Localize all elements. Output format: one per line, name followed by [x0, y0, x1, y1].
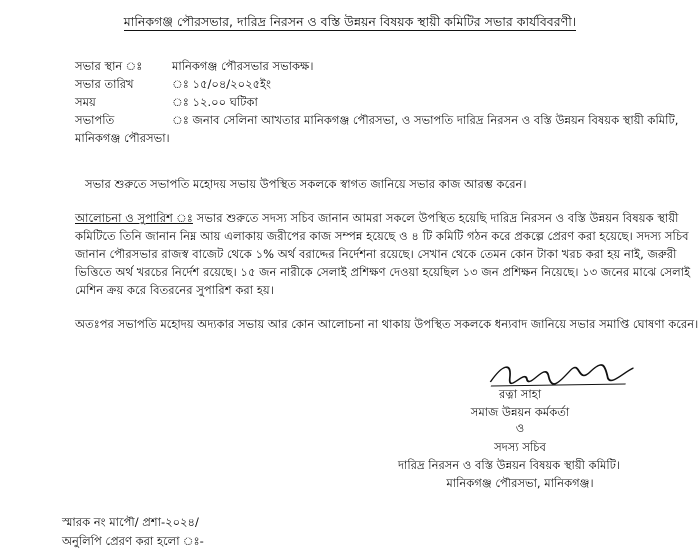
opening-paragraph: সভার শুরুতে সভাপতি মহোদয় সভায় উপস্থিত সকলকে স্বাগত জানিয়ে সভার কাজ আরম্ভ করেন। [85, 177, 527, 191]
document-title [0, 14, 700, 34]
chair-label: সভাপতি [75, 113, 115, 127]
signatory-name: রত্না সাহা [498, 387, 542, 401]
discussion-text-1: সভার শুরুতে সদস্য সচিব জানান আমরা সকলে উপস্থিত হয়েছি দারিদ্র নিরসন ও বস্তি উন্নয়ন বিষয়ক স্থায়ী [192, 211, 679, 225]
date-label: সভার তারিখ [75, 77, 134, 91]
chair-value-continued: মানিকগঞ্জ পৌরসভা। [75, 131, 170, 145]
discussion-line-3: জানান পৌরসভার রাজস্ব বাজেট থেকে ১% অর্থ বরাদ্দের নির্দেশনা রয়েছে। সেখান থেকে তেমন কোন টাকা খরচ করা হয় নাই, জরুরী [75, 247, 677, 261]
time-label: সময় [75, 95, 96, 109]
discussion-heading: আলোচনা ও সুপারিশ ঃ [75, 211, 193, 225]
memo-number: স্মারক নং মাপৌ/ প্রশা-২০২৪/ [62, 515, 199, 529]
signatory-role: সদস্য সচিব [494, 440, 546, 454]
time-value: ঃ ১২.০০ ঘটিকা [172, 95, 258, 109]
venue-label: সভার স্থান ঃ [75, 59, 143, 73]
chair-value: ঃ জনাব সেলিনা আখতার মানিকগঞ্জ পৌরসভা, ও সভাপতি দারিদ্র নিরসন ও বস্তি উন্নয়ন বিষয়ক স্থায়ী কমিটি, [172, 113, 679, 127]
signatory-and: ও [515, 421, 525, 435]
discussion-line-4: ভিত্তিতে অর্থ খরচের নির্দেশ রয়েছে। ১৫ জন নারীকে সেলাই প্রশিক্ষণ দেওয়া হয়েছিল ১৩ জন প্রশিক্ষন নিয়েছে। ১৩ জনের মাঝে সেলাই [75, 265, 691, 279]
discussion-line-2: কমিটিতে তিনি জানান নিম্ন আয় এলাকায় জরীপের কাজ সম্পন্ন হয়েছে ও ৪ টি কমিটি গঠন করে প্রকল্পে প্রেরণ করা হয়েছে। সদস্য সচিব [75, 229, 689, 243]
signatory-committee: দারিদ্র নিরসন ও বস্তি উন্নয়ন বিষয়ক স্থায়ী কমিটি। [398, 458, 621, 472]
venue-value: মানিকগঞ্জ পৌরসভার সভাকক্ষ। [172, 59, 314, 73]
document-title-text: মানিকগঞ্জ পৌরসভার, দারিদ্র নিরসন ও বস্তি উন্নয়ন বিষয়ক স্থায়ী কমিটির সভার কার্যবিবরণী। [123, 14, 577, 29]
closing-paragraph: অতঃপর সভাপতি মহোদয় অদ্যকার সভায় আর কোন আলোচনা না থাকায় উপস্থিত সকলকে ধন্যবাদ জানিয়ে সভার সমাপ্তি ঘোষণা করেন। [75, 317, 699, 331]
discussion-line-1 [75, 210, 679, 229]
signatory-office: মানিকগঞ্জ পৌরসভা, মানিকগঞ্জ। [446, 476, 594, 490]
signatory-designation: সমাজ উন্নয়ন কর্মকর্তা [470, 405, 570, 419]
date-value: ঃ ১৫/০৪/২০২৫ইং [172, 77, 271, 91]
copy-to-line: অনুলিপি প্রেরণ করা হলো ঃ- [62, 534, 204, 548]
discussion-line-5: মেশিন ক্রয় করে বিতরনের সুপারিশ করা হয়। [75, 283, 274, 297]
